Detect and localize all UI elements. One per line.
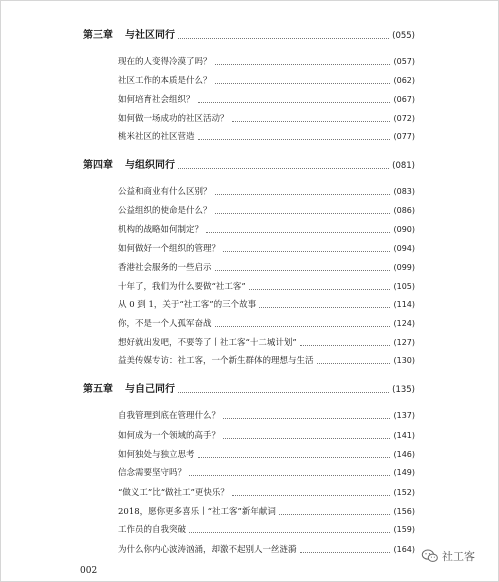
entry-page-number: (067) xyxy=(393,95,415,105)
entry-page-number: (149) xyxy=(393,468,415,478)
entry-page-number: (055) xyxy=(392,30,415,41)
entry-title: 现在的人变得冷漠了吗？ xyxy=(118,57,212,67)
dot-leader xyxy=(279,514,391,515)
dot-leader xyxy=(206,232,390,233)
dot-leader xyxy=(300,345,391,346)
entry-title: 如何做一场成功的社区活动？ xyxy=(118,114,229,124)
toc-entry xyxy=(118,226,415,235)
toc-entry xyxy=(118,58,415,67)
entry-page-number: (114) xyxy=(393,300,415,310)
dot-leader xyxy=(300,552,391,553)
entry-title: 从 0 到 1，关于“社工客”的三个故事 xyxy=(118,300,257,310)
dot-leader xyxy=(215,326,391,327)
toc-entry xyxy=(118,339,415,348)
toc-entry xyxy=(118,133,415,142)
toc-entry xyxy=(118,432,415,441)
dot-leader xyxy=(215,270,391,271)
entry-page-number: (135) xyxy=(392,384,415,395)
dot-leader xyxy=(223,418,390,419)
entry-page-number: (099) xyxy=(393,263,415,273)
entry-title: 信念需要坚守吗？ xyxy=(118,468,187,478)
entry-title: 工作员的自我突破 xyxy=(118,525,187,535)
entry-title: 机构的战略如何制定？ xyxy=(118,225,204,235)
entry-page-number: (156) xyxy=(393,507,415,517)
entry-page-number: (152) xyxy=(393,488,415,498)
entry-title: 社区工作的本质是什么？ xyxy=(118,76,212,86)
entry-title: 如何独处与独立思考 xyxy=(118,450,195,460)
watermark xyxy=(421,548,475,564)
entry-page-number: (105) xyxy=(393,282,415,292)
entry-title: 2018，愿你更多喜乐丨“社工客”新年献词 xyxy=(118,507,276,517)
toc-entry xyxy=(118,357,415,366)
toc-entry xyxy=(118,526,415,535)
watermark-text: 社工客 xyxy=(442,550,475,563)
entry-page-number: (141) xyxy=(393,431,415,441)
dot-leader xyxy=(223,438,390,439)
dot-leader xyxy=(178,168,389,169)
entry-title: 自我管理到底在管理什么？ xyxy=(118,411,221,421)
entry-title: 如何成为一个领域的高手？ xyxy=(118,431,221,441)
toc-entry xyxy=(118,451,415,460)
dot-leader xyxy=(317,363,391,364)
entry-page-number: (094) xyxy=(393,244,415,254)
toc-entry xyxy=(118,264,415,273)
entry-page-number: (164) xyxy=(393,545,415,555)
dot-leader xyxy=(198,457,391,458)
entry-title: 为什么你内心波涛汹涌，却激不起别人一丝涟漪 xyxy=(118,545,297,555)
entry-title: 香港社会服务的一些启示 xyxy=(118,263,212,273)
toc-entry xyxy=(118,77,415,86)
entry-title: 桃米社区的社区营造 xyxy=(118,132,195,142)
chapter-number: 第三章 xyxy=(83,30,113,41)
entry-title: 十年了，我们为什么要做“社工客” xyxy=(118,282,246,292)
toc-entry xyxy=(118,546,415,555)
entry-title: 想好就出发吧，不要等了丨社工客“十二城计划” xyxy=(118,338,297,348)
entry-title: 你，不是一个人孤军奋战 xyxy=(118,319,212,329)
entry-page-number: (137) xyxy=(393,411,415,421)
entry-page-number: (086) xyxy=(393,206,415,216)
entry-title: 公益组织的使命是什么？ xyxy=(118,206,212,216)
dot-leader xyxy=(189,532,390,533)
entry-title: 益美传媒专访：社工客，一个新生群体的理想与生活 xyxy=(118,356,314,366)
toc-entry xyxy=(118,508,415,517)
entry-title: 如何做好一个组织的管理？ xyxy=(118,244,221,254)
entry-page-number: (077) xyxy=(393,132,415,142)
entry-page-number: (127) xyxy=(393,338,415,348)
chapter-number: 第四章 xyxy=(83,160,113,171)
toc-entry xyxy=(118,283,415,292)
dot-leader xyxy=(215,194,391,195)
dot-leader xyxy=(198,102,391,103)
entry-title: 公益和商业有什么区别？ xyxy=(118,187,212,197)
wechat-icon xyxy=(421,549,439,563)
toc-entry xyxy=(118,96,415,105)
dot-leader xyxy=(259,307,390,308)
toc-entry xyxy=(118,489,415,498)
entry-page-number: (090) xyxy=(393,225,415,235)
toc-chapter xyxy=(83,385,415,395)
chapter-title: 与社区同行 xyxy=(125,30,175,41)
entry-page-number: (062) xyxy=(393,76,415,86)
entry-title: “做义工”比“做社工”更快乐？ xyxy=(118,488,229,498)
chapter-number: 第五章 xyxy=(83,384,113,395)
dot-leader xyxy=(223,251,390,252)
dot-leader xyxy=(215,83,391,84)
dot-leader xyxy=(178,392,389,393)
toc-entry xyxy=(118,188,415,197)
dot-leader xyxy=(178,38,389,39)
dot-leader xyxy=(215,213,391,214)
dot-leader xyxy=(189,475,390,476)
entry-page-number: (081) xyxy=(392,160,415,171)
chapter-title: 与组织同行 xyxy=(125,160,175,171)
toc-entry xyxy=(118,301,415,310)
dot-leader xyxy=(198,139,391,140)
entry-title: 如何培育社会组织？ xyxy=(118,95,195,105)
entry-page-number: (159) xyxy=(393,525,415,535)
toc-entry xyxy=(118,115,415,124)
page-number: 002 xyxy=(80,566,98,576)
toc-chapter xyxy=(83,31,415,41)
dot-leader xyxy=(249,289,391,290)
entry-page-number: (146) xyxy=(393,450,415,460)
toc-entry xyxy=(118,245,415,254)
toc-entry xyxy=(118,320,415,329)
dot-leader xyxy=(232,121,391,122)
entry-page-number: (083) xyxy=(393,187,415,197)
toc-entry xyxy=(118,469,415,478)
dot-leader xyxy=(215,64,391,65)
entry-page-number: (124) xyxy=(393,319,415,329)
entry-page-number: (057) xyxy=(393,57,415,67)
toc-entry xyxy=(118,207,415,216)
toc-entry xyxy=(118,412,415,421)
dot-leader xyxy=(232,495,391,496)
entry-page-number: (130) xyxy=(393,356,415,366)
entry-page-number: (072) xyxy=(393,114,415,124)
chapter-title: 与自己同行 xyxy=(125,384,175,395)
toc-chapter xyxy=(83,161,415,171)
